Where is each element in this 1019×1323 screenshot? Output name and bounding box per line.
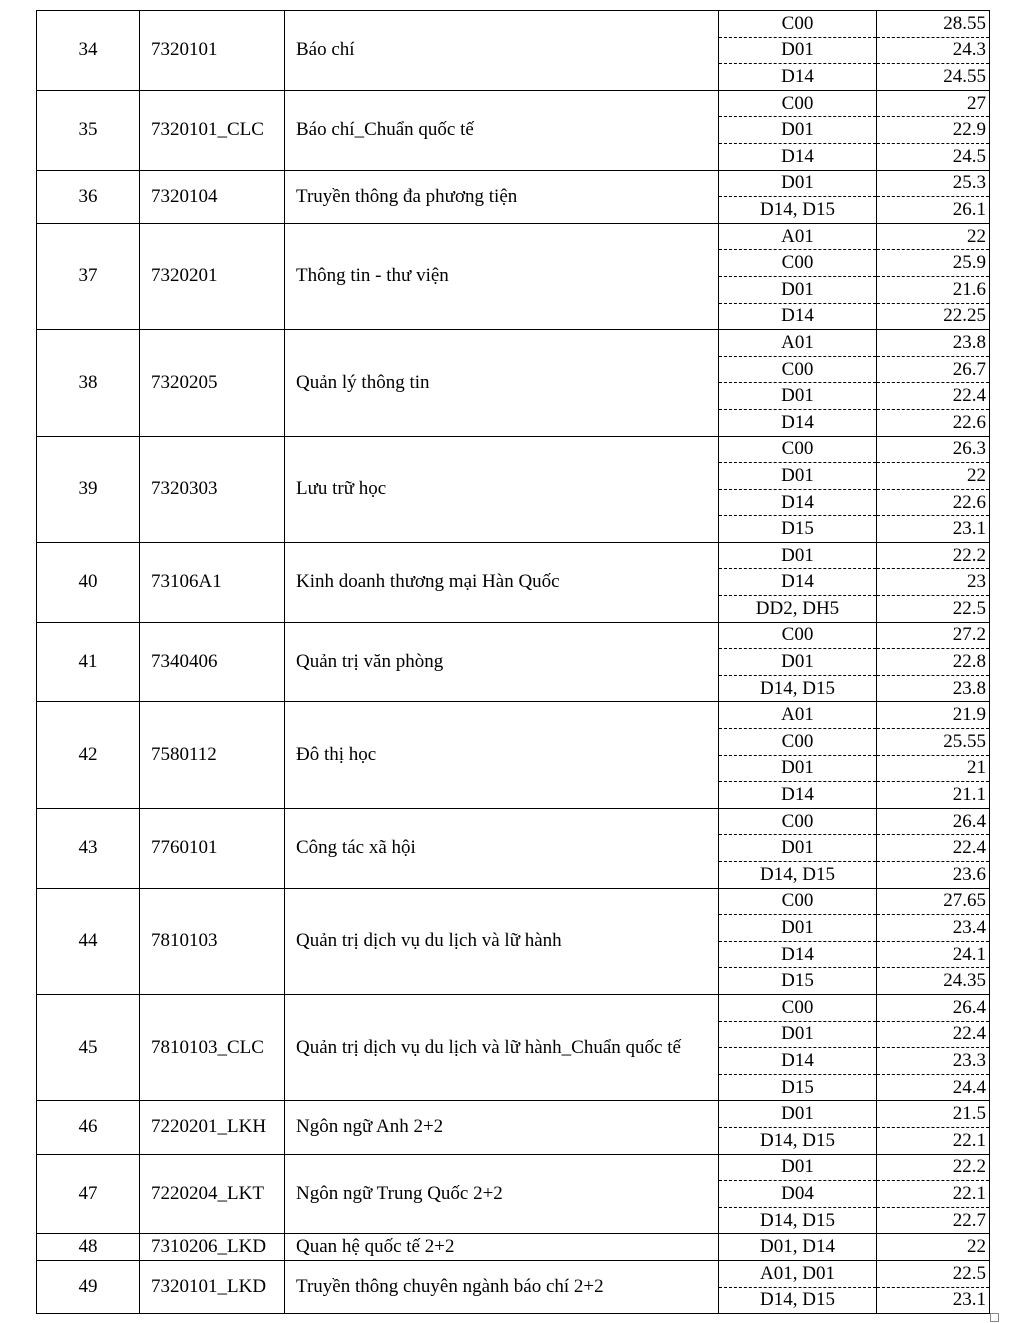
table-row	[37, 888, 990, 915]
cutoff-score-cell: 22.1	[877, 1181, 990, 1208]
major-name-cell: Công tác xã hội	[285, 808, 719, 888]
table-row	[37, 1101, 990, 1128]
stt-cell: 38	[37, 330, 140, 436]
table-row	[37, 1260, 990, 1287]
table-row	[37, 170, 990, 197]
cutoff-score-cell: 22.4	[877, 835, 990, 862]
cutoff-score-cell: 24.55	[877, 64, 990, 91]
cutoff-score-cell: 23.3	[877, 1048, 990, 1075]
stt-cell: 49	[37, 1260, 140, 1313]
table-row	[37, 1234, 990, 1261]
subject-combination-cell: D01	[719, 1154, 877, 1181]
subject-combination-cell: DD2, DH5	[719, 596, 877, 623]
cutoff-score-cell: 23.6	[877, 862, 990, 889]
cutoff-score-cell: 23.8	[877, 330, 990, 357]
cutoff-score-cell: 25.9	[877, 250, 990, 277]
subject-combination-cell: D14	[719, 143, 877, 170]
subject-combination-cell: C00	[719, 994, 877, 1021]
major-code-cell: 7320205	[140, 330, 285, 436]
stt-cell: 40	[37, 542, 140, 622]
subject-combination-cell: D14	[719, 941, 877, 968]
stt-cell: 45	[37, 994, 140, 1100]
subject-combination-cell: D15	[719, 968, 877, 995]
stt-cell: 46	[37, 1101, 140, 1154]
subject-combination-cell: D04	[719, 1181, 877, 1208]
cutoff-score-cell: 27	[877, 90, 990, 117]
subject-combination-cell: A01	[719, 702, 877, 729]
cutoff-score-cell: 22.5	[877, 1260, 990, 1287]
major-name-cell: Truyền thông chuyên ngành báo chí 2+2	[285, 1260, 719, 1313]
subject-combination-cell: C00	[719, 90, 877, 117]
stt-cell: 35	[37, 90, 140, 170]
subject-combination-cell: D01	[719, 383, 877, 410]
cutoff-score-cell: 22.8	[877, 649, 990, 676]
subject-combination-cell: D14, D15	[719, 675, 877, 702]
major-code-cell: 7760101	[140, 808, 285, 888]
cutoff-score-cell: 27.2	[877, 622, 990, 649]
subject-combination-cell: C00	[719, 729, 877, 756]
cutoff-score-cell: 22.1	[877, 1127, 990, 1154]
cutoff-score-cell: 23.1	[877, 1287, 990, 1314]
subject-combination-cell: C00	[719, 808, 877, 835]
table-row	[37, 702, 990, 729]
major-code-cell: 7320104	[140, 170, 285, 223]
stt-cell: 48	[37, 1234, 140, 1261]
subject-combination-cell: D14	[719, 1048, 877, 1075]
cutoff-score-cell: 22.7	[877, 1207, 990, 1234]
subject-combination-cell: D01, D14	[719, 1234, 877, 1261]
subject-combination-cell: D01	[719, 170, 877, 197]
major-name-cell: Lưu trữ học	[285, 436, 719, 542]
subject-combination-cell: D01	[719, 37, 877, 64]
stt-cell: 44	[37, 888, 140, 994]
cutoff-score-cell: 22.4	[877, 1021, 990, 1048]
cutoff-score-cell: 22	[877, 1234, 990, 1261]
cutoff-score-cell: 22.4	[877, 383, 990, 410]
cutoff-score-cell: 23.8	[877, 675, 990, 702]
table-row	[37, 994, 990, 1021]
major-code-cell: 7320201	[140, 223, 285, 329]
cutoff-score-cell: 26.1	[877, 197, 990, 224]
subject-combination-cell: C00	[719, 888, 877, 915]
stt-cell: 39	[37, 436, 140, 542]
cutoff-score-cell: 27.65	[877, 888, 990, 915]
subject-combination-cell: D15	[719, 1074, 877, 1101]
cutoff-score-cell: 24.3	[877, 37, 990, 64]
subject-combination-cell: D15	[719, 516, 877, 543]
cutoff-score-cell: 22	[877, 463, 990, 490]
major-code-cell: 7580112	[140, 702, 285, 808]
subject-combination-cell: D01	[719, 835, 877, 862]
subject-combination-cell: D14	[719, 64, 877, 91]
subject-combination-cell: A01	[719, 330, 877, 357]
major-code-cell: 7320101	[140, 11, 285, 91]
major-code-cell: 7810103_CLC	[140, 994, 285, 1100]
table-row	[37, 542, 990, 569]
stt-cell: 37	[37, 223, 140, 329]
cutoff-score-cell: 28.55	[877, 11, 990, 38]
cutoff-score-cell: 22.5	[877, 596, 990, 623]
cutoff-score-cell: 24.1	[877, 941, 990, 968]
table-row	[37, 330, 990, 357]
cutoff-score-cell: 24.5	[877, 143, 990, 170]
table-row	[37, 436, 990, 463]
major-code-cell: 7310206_LKD	[140, 1234, 285, 1261]
major-name-cell: Thông tin - thư viện	[285, 223, 719, 329]
cutoff-score-cell: 22.25	[877, 303, 990, 330]
major-code-cell: 7340406	[140, 622, 285, 702]
subject-combination-cell: D01	[719, 463, 877, 490]
major-code-cell: 7320303	[140, 436, 285, 542]
subject-combination-cell: D01	[719, 1021, 877, 1048]
cutoff-score-cell: 21.5	[877, 1101, 990, 1128]
cutoff-score-cell: 26.7	[877, 356, 990, 383]
table-row	[37, 11, 990, 38]
cutoff-score-cell: 22.6	[877, 409, 990, 436]
subject-combination-cell: D14	[719, 782, 877, 809]
page-corner-marker	[990, 1313, 999, 1322]
subject-combination-cell: C00	[719, 436, 877, 463]
cutoff-score-cell: 21.1	[877, 782, 990, 809]
major-code-cell: 7220201_LKH	[140, 1101, 285, 1154]
subject-combination-cell: C00	[719, 356, 877, 383]
subject-combination-cell: C00	[719, 11, 877, 38]
subject-combination-cell: A01, D01	[719, 1260, 877, 1287]
table-row	[37, 223, 990, 250]
cutoff-score-cell: 24.35	[877, 968, 990, 995]
major-name-cell: Quản lý thông tin	[285, 330, 719, 436]
cutoff-score-cell: 26.4	[877, 808, 990, 835]
admission-score-table	[36, 10, 990, 1314]
table-body	[37, 11, 990, 1314]
major-name-cell: Báo chí_Chuẩn quốc tế	[285, 90, 719, 170]
subject-combination-cell: D01	[719, 1101, 877, 1128]
major-name-cell: Kinh doanh thương mại Hàn Quốc	[285, 542, 719, 622]
stt-cell: 42	[37, 702, 140, 808]
major-name-cell: Truyền thông đa phương tiện	[285, 170, 719, 223]
subject-combination-cell: D14, D15	[719, 197, 877, 224]
subject-combination-cell: D14	[719, 409, 877, 436]
subject-combination-cell: D14	[719, 303, 877, 330]
cutoff-score-cell: 21.9	[877, 702, 990, 729]
major-code-cell: 7220204_LKT	[140, 1154, 285, 1234]
subject-combination-cell: D14, D15	[719, 862, 877, 889]
stt-cell: 43	[37, 808, 140, 888]
major-code-cell: 7320101_LKD	[140, 1260, 285, 1313]
cutoff-score-cell: 26.3	[877, 436, 990, 463]
subject-combination-cell: D14	[719, 489, 877, 516]
admission-score-table-container	[36, 10, 989, 1314]
major-code-cell: 7810103	[140, 888, 285, 994]
subject-combination-cell: D01	[719, 542, 877, 569]
cutoff-score-cell: 22.2	[877, 542, 990, 569]
major-code-cell: 7320101_CLC	[140, 90, 285, 170]
stt-cell: 34	[37, 11, 140, 91]
stt-cell: 41	[37, 622, 140, 702]
major-code-cell: 73106A1	[140, 542, 285, 622]
cutoff-score-cell: 25.3	[877, 170, 990, 197]
subject-combination-cell: C00	[719, 250, 877, 277]
major-name-cell: Quản trị văn phòng	[285, 622, 719, 702]
cutoff-score-cell: 22.9	[877, 117, 990, 144]
stt-cell: 47	[37, 1154, 140, 1234]
cutoff-score-cell: 21.6	[877, 276, 990, 303]
cutoff-score-cell: 24.4	[877, 1074, 990, 1101]
cutoff-score-cell: 22.6	[877, 489, 990, 516]
table-row	[37, 90, 990, 117]
subject-combination-cell: D01	[719, 276, 877, 303]
cutoff-score-cell: 25.55	[877, 729, 990, 756]
major-name-cell: Ngôn ngữ Trung Quốc 2+2	[285, 1154, 719, 1234]
subject-combination-cell: D01	[719, 755, 877, 782]
major-name-cell: Đô thị học	[285, 702, 719, 808]
table-row	[37, 808, 990, 835]
major-name-cell: Quản trị dịch vụ du lịch và lữ hành_Chuẩn quốc tế	[285, 994, 719, 1100]
table-row	[37, 1154, 990, 1181]
subject-combination-cell: D14, D15	[719, 1127, 877, 1154]
cutoff-score-cell: 26.4	[877, 994, 990, 1021]
cutoff-score-cell: 22.2	[877, 1154, 990, 1181]
subject-combination-cell: D01	[719, 649, 877, 676]
cutoff-score-cell: 21	[877, 755, 990, 782]
table-row	[37, 622, 990, 649]
subject-combination-cell: D14	[719, 569, 877, 596]
subject-combination-cell: D14, D15	[719, 1207, 877, 1234]
major-name-cell: Ngôn ngữ Anh 2+2	[285, 1101, 719, 1154]
cutoff-score-cell: 23	[877, 569, 990, 596]
cutoff-score-cell: 23.1	[877, 516, 990, 543]
subject-combination-cell: C00	[719, 622, 877, 649]
stt-cell: 36	[37, 170, 140, 223]
major-name-cell: Quản trị dịch vụ du lịch và lữ hành	[285, 888, 719, 994]
subject-combination-cell: D01	[719, 117, 877, 144]
subject-combination-cell: D14, D15	[719, 1287, 877, 1314]
major-name-cell: Quan hệ quốc tế 2+2	[285, 1234, 719, 1261]
subject-combination-cell: A01	[719, 223, 877, 250]
cutoff-score-cell: 22	[877, 223, 990, 250]
subject-combination-cell: D01	[719, 915, 877, 942]
cutoff-score-cell: 23.4	[877, 915, 990, 942]
major-name-cell: Báo chí	[285, 11, 719, 91]
